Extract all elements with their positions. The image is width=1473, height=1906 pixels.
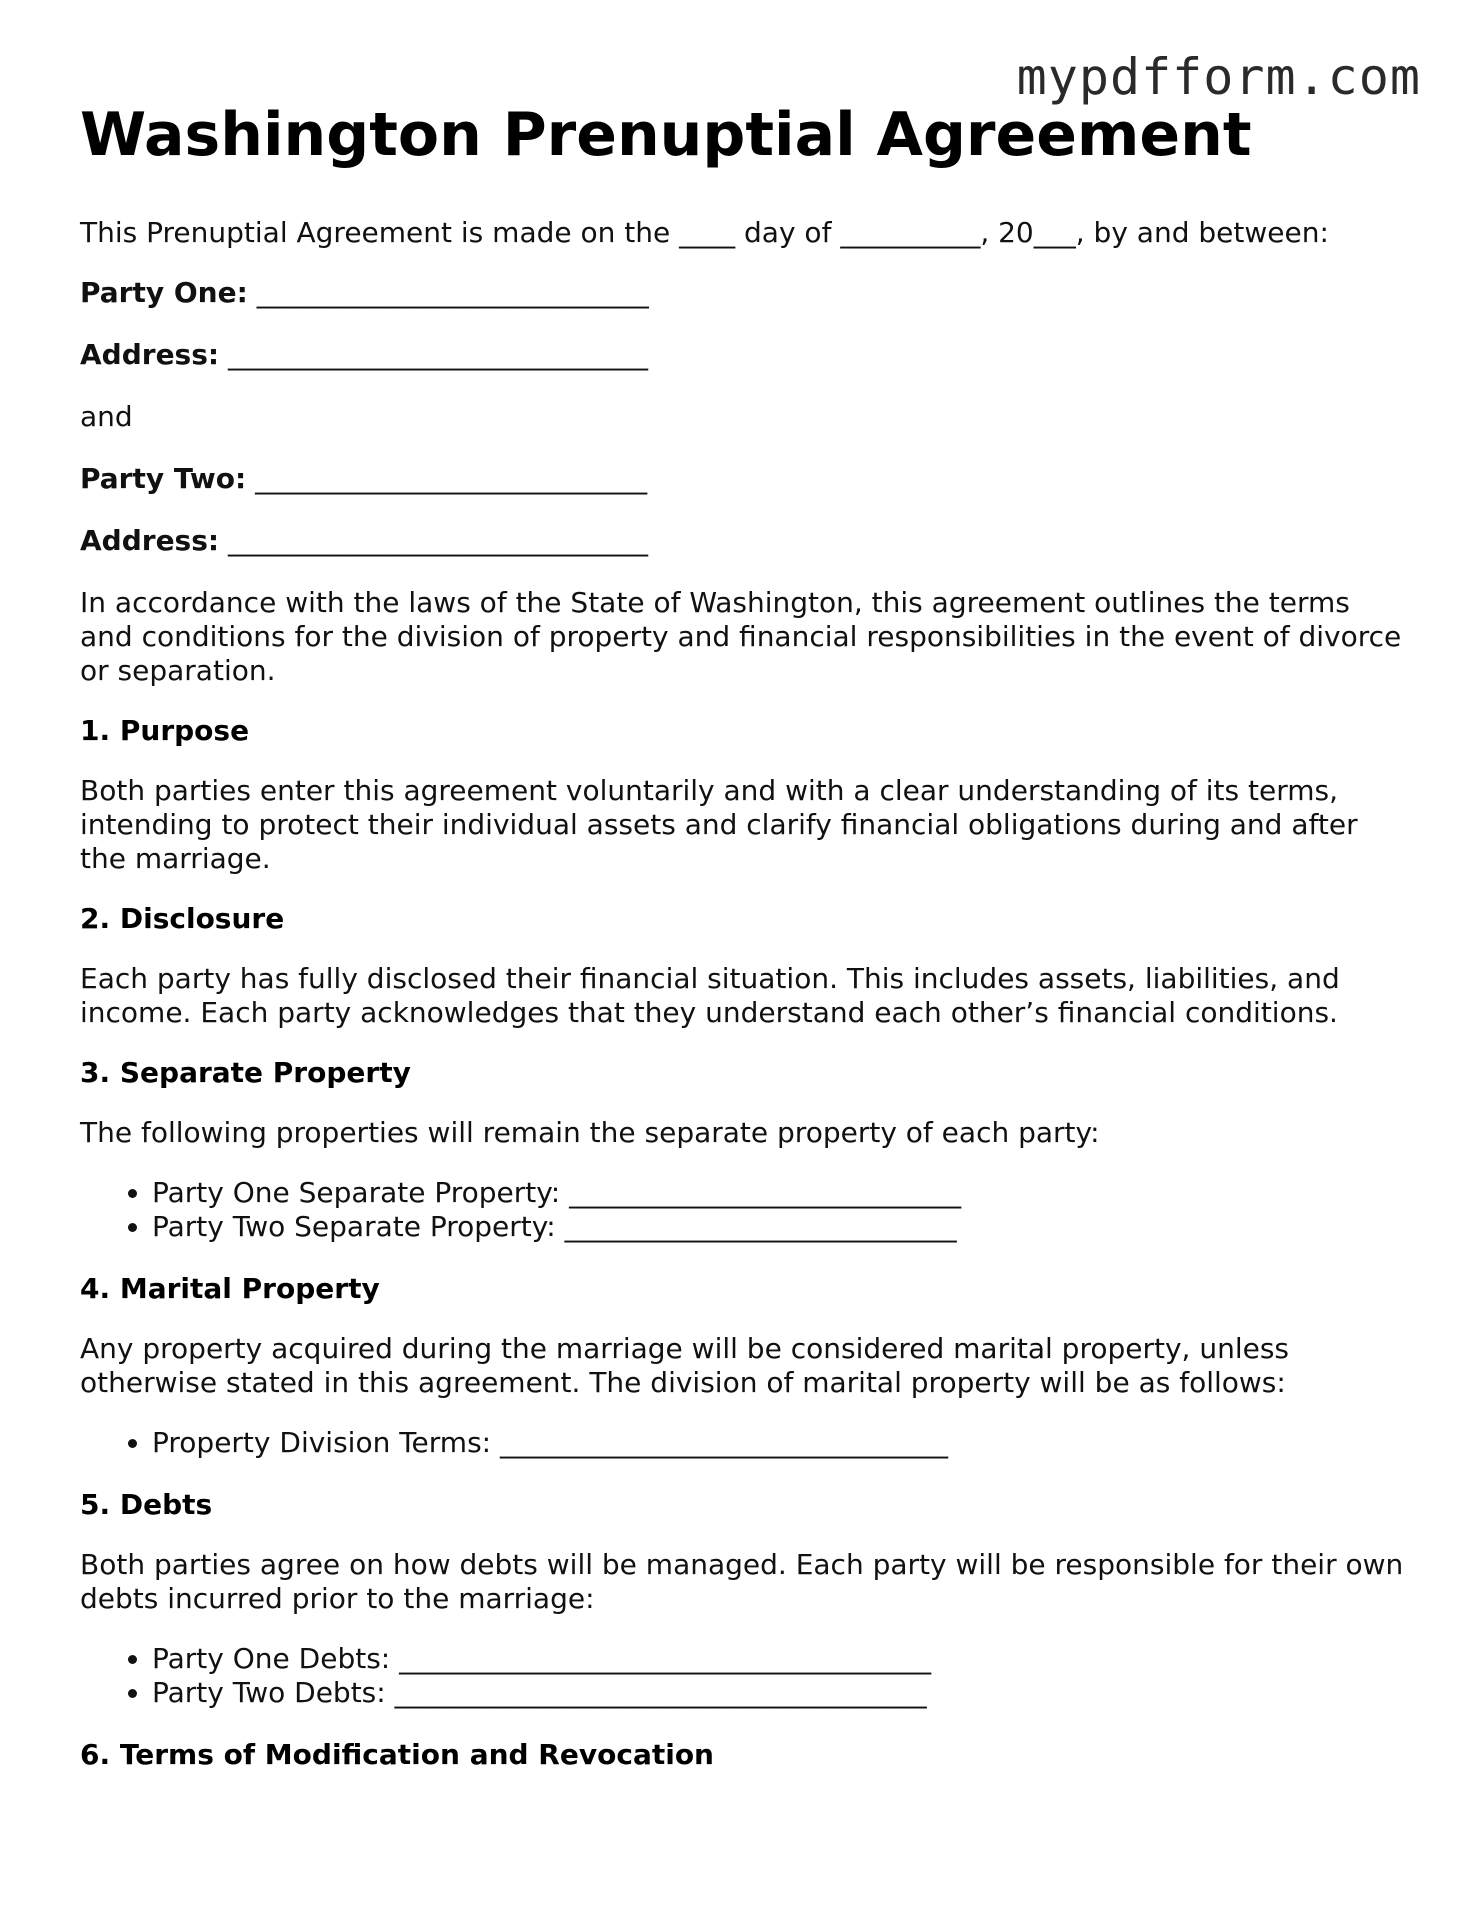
list-item: • Party One Debts: ______________________________________ xyxy=(152,1642,1410,1676)
list-item: • Party One Separate Property: ____________________________ xyxy=(152,1176,1410,1210)
party-one-field xyxy=(80,276,1410,310)
separate-property-list xyxy=(80,1176,1410,1244)
document-page xyxy=(80,100,1410,1798)
address-two-field xyxy=(80,524,1410,558)
list-item: • Party Two Debts: ______________________________________ xyxy=(152,1676,1410,1710)
list-item: • Party Two Separate Property: ____________________________ xyxy=(152,1210,1410,1244)
section-marital-property-heading: 4. Marital Property xyxy=(80,1272,380,1305)
intro-paragraph: This Prenuptial Agreement is made on the ____ day of __________, 20___, by and between: xyxy=(80,216,1329,249)
section-disclosure-heading: 2. Disclosure xyxy=(80,902,285,935)
party-two-blank: ____________________________ xyxy=(255,462,648,495)
section-purpose-body: Both parties enter this agreement voluntarily and with a clear understanding of its terms, intending to protect their individual assets and clarify financial obligations during and after the marriage. xyxy=(80,774,1358,875)
section-debts-body: Both parties agree on how debts will be managed. Each party will be responsible for their own debts incurred prior to the marriage: xyxy=(80,1548,1404,1615)
section-marital-property-body: Any property acquired during the marriage will be considered marital property, unless otherwise stated in this agreement. The division of marital property will be as follows: xyxy=(80,1332,1290,1399)
and-text: and xyxy=(80,400,133,433)
address-one-blank: ______________________________ xyxy=(228,338,648,371)
document-title: Washington Prenuptial Agreement xyxy=(80,100,1252,170)
preamble-paragraph: In accordance with the laws of the State of Washington, this agreement outlines the terms and conditions for the division of property and financial responsibilities in the event of divorce or separation. xyxy=(80,586,1402,687)
section-separate-property-body: The following properties will remain the separate property of each party: xyxy=(80,1116,1100,1149)
debts-list xyxy=(80,1642,1410,1710)
address-two-blank: ______________________________ xyxy=(228,524,648,557)
section-purpose-heading: 1. Purpose xyxy=(80,714,250,747)
party-one-label: Party One: xyxy=(80,276,248,309)
section-modification-heading: 6. Terms of Modification and Revocation xyxy=(80,1738,714,1771)
party-one-blank: ____________________________ xyxy=(256,276,649,309)
section-disclosure-body: Each party has fully disclosed their financial situation. This includes assets, liabilities, and income. Each party acknowledges that they understand each other’s financial conditions. xyxy=(80,962,1340,1029)
party-two-label: Party Two: xyxy=(80,462,247,495)
address-one-label: Address: xyxy=(80,338,220,371)
site-watermark: mypdfform.com xyxy=(1016,48,1421,106)
list-item: • Property Division Terms: ________________________________ xyxy=(152,1426,1410,1460)
party-two-field xyxy=(80,462,1410,496)
address-two-label: Address: xyxy=(80,524,220,557)
section-separate-property-heading: 3. Separate Property xyxy=(80,1056,411,1089)
marital-property-list xyxy=(80,1426,1410,1460)
section-debts-heading: 5. Debts xyxy=(80,1488,213,1521)
address-one-field xyxy=(80,338,1410,372)
